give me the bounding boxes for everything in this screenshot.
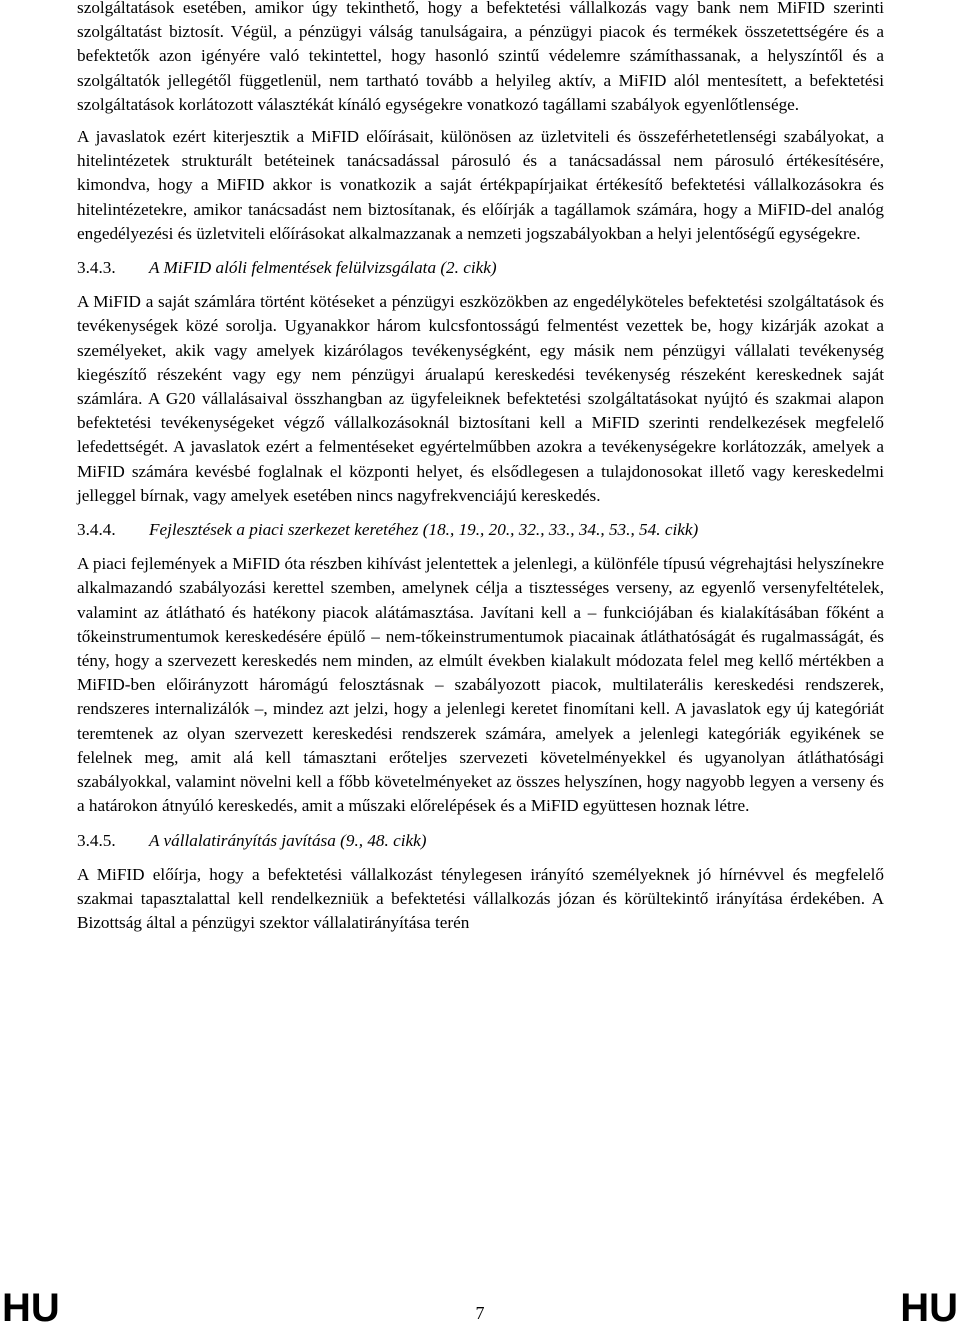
section-title: Fejlesztések a piaci szerkezet keretéhez (18., 19., 20., 32., 33., 34., 53., 54. cikk)	[149, 520, 699, 540]
paragraph: A MiFID előírja, hogy a befektetési vállalkozást ténylegesen irányító személyeknek jó hírnévvel és megfelelő szakmai tapasztalattal kell rendelkezniük a befektetési vállalkozás józan és körültekintő irányítása érdekében. A Bizottság által a pénzügyi szektor vállalatirányítása terén	[77, 864, 884, 933]
section-heading	[77, 256, 884, 280]
section-title: A MiFID alóli felmentések felülvizsgálata (2. cikk)	[149, 258, 497, 278]
section-title: A vállalatirányítás javítása (9., 48. cikk)	[149, 830, 427, 850]
footer-language-right: HU	[900, 1286, 958, 1330]
section-number: 3.4.5.	[77, 830, 116, 850]
document-body	[77, 0, 884, 935]
paragraph: A MiFID a saját számlára történt kötéseket a pénzügyi eszközökben az engedélyköteles befektetési szolgáltatások és tevékenységek közé sorolja. Ugyanakkor három kulcsfontosságú felmentést vezettek be, hogy kizárják azokat a személyeket, akik vagy amelyek kizárólagos tevékenységként, egy másik nem pénzügyi vállalati tevékenység kiegészítő részeként vagy egy nem pénzügyi árualapú kereskedési tevékenység részeként kereskednek saját számlára. A G20 vállalásaival összhangban az ügyfeleiknek befektetési szolgáltatásokat nyújtó és szakmai alapon befektetési tevékenységeket végző vállalkozásoknál biztosítani kell a MiFID szerinti rendelkezések megfelelő lefedettségét. A javaslatok ezért a felmentéseket egyértelműbben azokra a tevékenységekre korlátozzák, amelyek a MiFID számára kevésbé foglalnak el központi helyet, és elsődlegesen a tulajdonosokat illető vagy kereskedelmi jelleggel bírnak, vagy amelyek esetében nincs nagyfrekvenciájú kereskedés.	[77, 292, 884, 505]
paragraph: szolgáltatások esetében, amikor úgy tekinthető, hogy a befektetési vállalkozás vagy bank nem MiFID szerinti szolgáltatást biztosít. Végül, a pénzügyi válság tanulságaira, a pénzügyi piacok és termékek összetettségére és a befektetők azon igényére való tekintettel, hogy hasonló szintű védelemre számíthassanak, a helyszíntől és a szolgáltatók jellegétől függetlenül, nem tartható tovább a helyileg aktív, a MiFID alól mentesített, a befektetési szolgáltatások korlátozott választékát kínáló egységekre vonatkozó tagállami szabályok egyenlőtlensége.	[77, 0, 884, 114]
page-number: 7	[475, 1303, 485, 1323]
section-number: 3.4.3.	[77, 258, 116, 278]
paragraph: A piaci fejlemények a MiFID óta részben kihívást jelentettek a jelenlegi, a különféle típusú végrehajtási helyszínekre alkalmazandó szabályozási kerettel szemben, amelynek célja a tisztességes verseny, az egyenlő versenyfeltételek, valamint az átlátható és hatékony piacok alátámasztása. Javítani kell a – funkciójában és kialakításában főként a tőkeinstrumentumok kereskedésére épülő – nem-tőkeinstrumentumok piacainak átláthatóságát és rugalmasságát, és tény, hogy a szervezett kereskedés nem minden, az elmúlt években kialakult módozata felel meg kellő mértékben a MiFID-ben előirányzott háromágú felosztásnak – szabályozott piacok, multilaterális kereskedési rendszerek, rendszeres internalizálók –, mindez azt jelzi, hogy a jelenlegi keretet finomítani kell. A javaslatok egy új kategóriát teremtenek az olyan szervezett kereskedési rendszerek számára, amelyek a jelenlegi kategóriák egyikének se felelnek meg, amit alá kell támasztani erőteljes szervezeti követelményekkel és ugyanolyan átláthatósági szabályokkal, valamint növelni kell a főbb követelményeket az összes helyszínen, hogy nagyobb legyen a verseny és a határokon átnyúló kereskedés, amit a műszaki előrelépések és a MiFID együttesen hoznak létre.	[77, 554, 884, 816]
section-heading	[77, 518, 884, 542]
paragraph: A javaslatok ezért kiterjesztik a MiFID előírásait, különösen az üzletviteli és összeférhetetlenségi szabályokat, a hitelintézetek strukturált betéteinek tanácsadással párosuló és a tanácsadással nem párosuló értékesítésére, kimondva, hogy a MiFID akkor is vonatkozik a saját értékpapírjaikat értékesítő befektetési vállalkozásokra és hitelintézetekre, amikor tanácsadást nem biztosítanak, és előírják a tagállamok számára, hogy a MiFID-del analóg engedélyezési és üzletviteli előírásokat alkalmazzanak a nemzeti jogszabályokban a helyi jelentőségű egységekre.	[77, 127, 884, 243]
section-number: 3.4.4.	[77, 520, 116, 540]
section-heading	[77, 829, 884, 853]
footer-language-left: HU	[2, 1286, 60, 1330]
